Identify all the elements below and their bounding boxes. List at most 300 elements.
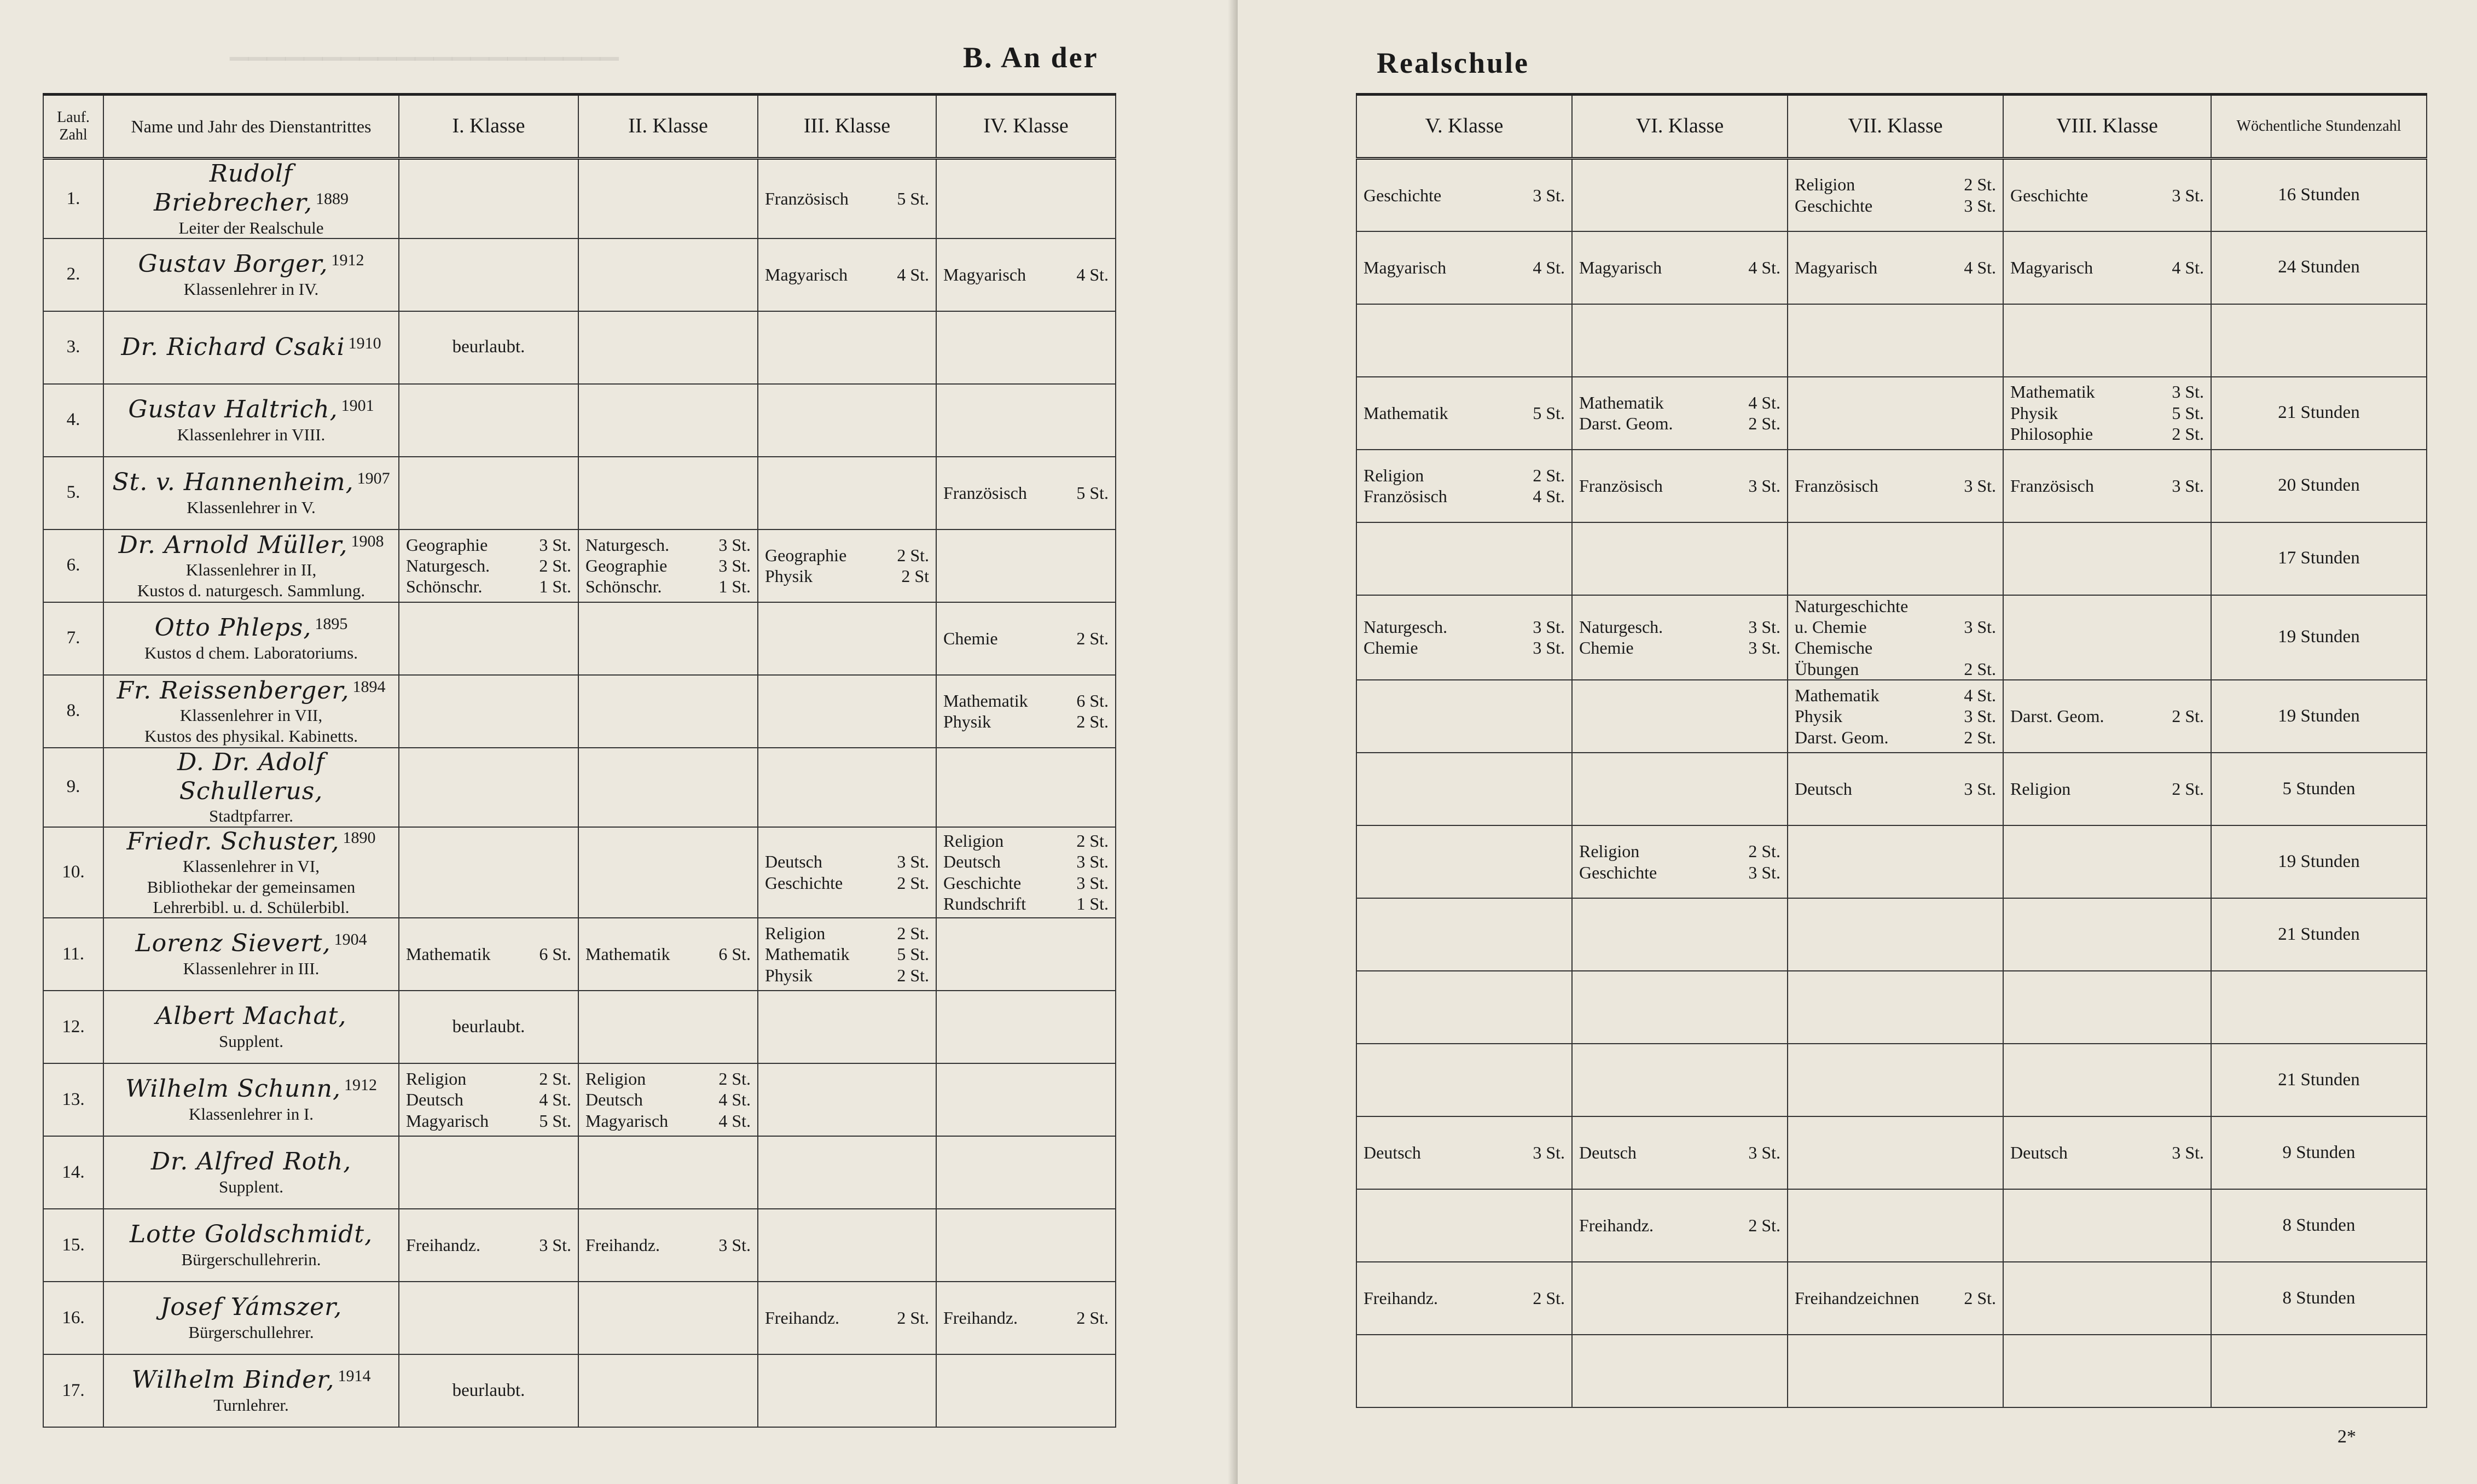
subject-name: Darst. Geom.	[1579, 414, 1673, 433]
subject-name: Magyarisch	[1364, 257, 1447, 277]
subject-entry	[1795, 778, 1996, 799]
subject-entry	[765, 944, 929, 964]
teacher-role: Lehrerbibl. u. d. Schülerbibl.	[153, 897, 350, 917]
subject-hours: 2 St.	[1533, 465, 1565, 485]
service-year: 1912	[331, 251, 364, 270]
teacher-cell	[103, 159, 399, 238]
subject-hours: 2 St.	[1748, 841, 1780, 862]
weekly-total: 17 Stunden	[2211, 522, 2427, 595]
subject-name: Freihandz.	[406, 1235, 480, 1255]
subject-name: Naturgesch.	[1579, 616, 1663, 637]
teacher-name: Dr. Alfred Roth,	[150, 1148, 352, 1176]
teacher-role: Klassenlehrer in VI,	[183, 857, 320, 876]
teacher-cell	[103, 1136, 399, 1209]
subject-hours: 3 St.	[1533, 616, 1565, 637]
table-row	[43, 457, 1116, 529]
rows.8.k5-cell	[1356, 753, 1572, 825]
left-page	[0, 0, 1238, 1484]
teacher-role: Klassenlehrer in II,	[185, 560, 317, 580]
subject-name: Darst. Geom.	[2010, 706, 2104, 726]
rows.8.k3-cell	[758, 748, 936, 827]
subject-name: Deutsch	[1364, 1143, 1421, 1163]
table-row	[43, 238, 1116, 311]
service-year: 1895	[315, 615, 348, 633]
subject-entry	[765, 872, 929, 893]
row-number: 13.	[43, 1063, 103, 1136]
table-row	[1356, 595, 2427, 680]
subject-hours: 3 St.	[2172, 185, 2204, 205]
table-row	[43, 1209, 1116, 1282]
rows.9.k8-cell	[2003, 825, 2211, 898]
table-row	[1356, 231, 2427, 304]
weekly-total	[2211, 971, 2427, 1044]
teacher-cell	[103, 991, 399, 1063]
subject-hours: 2 St.	[1076, 830, 1109, 851]
subject-entry	[2010, 706, 2204, 726]
subject-entry	[765, 545, 929, 566]
service-year: 1901	[341, 397, 374, 415]
subject-name: Religion	[585, 1068, 646, 1089]
weekly-total: 16 Stunden	[2211, 159, 2427, 231]
subject-entry	[585, 555, 751, 576]
subject-entry	[406, 576, 571, 597]
row-number: 3.	[43, 311, 103, 384]
table-row	[43, 602, 1116, 675]
subject-entry	[1579, 616, 1780, 637]
subject-entry	[765, 188, 929, 209]
teacher-cell	[103, 1209, 399, 1282]
subject-name: Deutsch	[1579, 1143, 1637, 1163]
table-row	[1356, 522, 2427, 595]
weekly-total: 5 Stunden	[2211, 753, 2427, 825]
subject-name: Deutsch	[406, 1090, 463, 1110]
weekly-total: 8 Stunden	[2211, 1262, 2427, 1335]
teacher-role: Bürgerschullehrerin.	[181, 1250, 321, 1270]
table-row	[1356, 1335, 2427, 1407]
rows.0.k4-cell	[936, 159, 1116, 238]
subject-entry	[943, 830, 1109, 851]
table-row	[1356, 159, 2427, 231]
subject-hours: 4 St.	[1748, 257, 1780, 277]
subject-name: Religion	[1364, 465, 1424, 485]
teacher-role: Klassenlehrer in III.	[183, 959, 320, 979]
rows.14.k2-cell	[578, 1209, 758, 1282]
rows.9.k7-cell	[1788, 825, 2003, 898]
subject-name: Physik	[765, 566, 813, 586]
rows.10.k2-cell	[578, 918, 758, 991]
subject-hours: 2 St.	[1964, 1288, 1996, 1308]
rows.10.k6-cell	[1572, 898, 1788, 971]
subject-name: Freihandzeichnen	[1795, 1288, 1919, 1308]
subject-hours: 1 St.	[718, 577, 751, 597]
rows.9.k4-cell	[936, 827, 1116, 918]
subject-name: Französisch	[765, 189, 849, 209]
table-row	[43, 1354, 1116, 1427]
rows.5.k1-cell	[399, 529, 578, 602]
left-table	[43, 93, 1116, 1428]
row-number: 17.	[43, 1354, 103, 1427]
rows.14.k5-cell	[1356, 1189, 1572, 1262]
subject-name: Mathematik	[2010, 382, 2095, 402]
subject-hours: 2 St.	[1533, 1288, 1565, 1308]
subject-entry	[1795, 257, 1996, 278]
subject-name: Chemie	[1579, 638, 1634, 658]
service-year: 1908	[351, 532, 384, 550]
rows.13.k3-cell	[758, 1136, 936, 1209]
col-number-header: Lauf. Zahl	[43, 95, 103, 159]
rows.7.k5-cell	[1356, 680, 1572, 753]
rows.6.k3-cell	[758, 602, 936, 675]
rows.2.k4-cell	[936, 311, 1116, 384]
rows.1.k6-cell	[1572, 231, 1788, 304]
rows.10.k7-cell	[1788, 898, 2003, 971]
teacher-role: Leiter der Realschule	[178, 218, 324, 237]
subject-hours: 2 St.	[1076, 1308, 1109, 1328]
subject-hours: 4 St.	[1964, 257, 1996, 277]
rows.1.k1-cell	[399, 238, 578, 311]
subject-name: Mathematik	[1579, 392, 1664, 412]
rows.6.k8-cell	[2003, 595, 2211, 680]
subject-entry	[1795, 706, 1996, 726]
rows.13.k1-cell	[399, 1136, 578, 1209]
rows.15.k1-cell	[399, 1282, 578, 1354]
subject-hours: 2 St.	[539, 1068, 571, 1089]
rows.6.k7-cell	[1788, 595, 2003, 680]
subject-name: Magyarisch	[943, 265, 1026, 285]
rows.12.k3-cell	[758, 1063, 936, 1136]
rows.4.k8-cell	[2003, 450, 2211, 522]
subject-name: Geschichte	[1795, 195, 1873, 216]
subject-hours: 2 St.	[2172, 424, 2204, 444]
subject-entry	[406, 534, 571, 555]
rows.4.k2-cell	[578, 457, 758, 529]
subject-name: Mathematik	[1364, 403, 1448, 423]
teacher-cell	[103, 311, 399, 384]
rows.0.k6-cell	[1572, 159, 1788, 231]
subject-entry	[406, 944, 571, 964]
rows.14.k7-cell	[1788, 1189, 2003, 1262]
weekly-total: 24 Stunden	[2211, 231, 2427, 304]
rows.16.k8-cell	[2003, 1335, 2211, 1407]
subject-name: Physik	[943, 712, 991, 732]
rows.7.k7-cell	[1788, 680, 2003, 753]
rows.13.k2-cell	[578, 1136, 758, 1209]
teacher-cell	[103, 827, 399, 918]
weekly-total: 19 Stunden	[2211, 825, 2427, 898]
table-row	[1356, 450, 2427, 522]
subject-hours: 5 St.	[1533, 403, 1565, 423]
teacher-name: Fr. Reissenberger,	[117, 676, 350, 705]
subject-name: Geschichte	[1364, 185, 1442, 205]
rows.4.k4-cell	[936, 457, 1116, 529]
rows.3.k2-cell	[578, 384, 758, 457]
subject-name: Deutsch	[2010, 1143, 2068, 1163]
subject-entry	[1579, 1142, 1780, 1163]
rows.2.k8-cell	[2003, 304, 2211, 377]
subject-hours: 3 St.	[718, 556, 751, 576]
rows.13.k4-cell	[936, 1136, 1116, 1209]
subject-name: Geschichte	[765, 872, 843, 893]
subject-name: Mathematik	[1795, 685, 1879, 705]
subject-name: Deutsch	[585, 1090, 643, 1110]
table-row	[43, 1282, 1116, 1354]
right-heading: Realschule	[1377, 46, 1529, 79]
subject-name: Deutsch	[1795, 779, 1852, 799]
rows.6.k1-cell	[399, 602, 578, 675]
subject-hours: 1 St.	[539, 577, 571, 597]
rows.5.k6-cell	[1572, 522, 1788, 595]
rows.8.k8-cell	[2003, 753, 2211, 825]
rows.2.k7-cell	[1788, 304, 2003, 377]
col-class-3-header: III. Klasse	[758, 95, 936, 159]
subject-hours: 3 St.	[1533, 638, 1565, 658]
subject-entry	[1364, 185, 1565, 206]
subject-hours: 4 St.	[1076, 265, 1109, 285]
subject-name: Magyarisch	[765, 265, 848, 285]
service-year: 1889	[315, 189, 349, 208]
subject-hours: 3 St.	[1076, 852, 1109, 872]
subject-name: Naturgesch.	[406, 556, 490, 576]
page-number: 2*	[2337, 1427, 2356, 1447]
rows.0.k8-cell	[2003, 159, 2211, 231]
rows.16.k7-cell	[1788, 1335, 2003, 1407]
rows.12.k5-cell	[1356, 1044, 1572, 1116]
subject-entry	[585, 534, 751, 555]
teacher-cell	[103, 238, 399, 311]
subject-entry	[2010, 185, 2204, 206]
subject-entry	[1579, 862, 1780, 883]
subject-name: Naturgeschichte	[1795, 596, 1908, 616]
col-class-6-header: VI. Klasse	[1572, 95, 1788, 159]
teacher-cell	[103, 748, 399, 827]
subject-hours: 3 St.	[1533, 185, 1565, 205]
subject-hours: 3 St.	[2172, 1143, 2204, 1163]
rows.5.k5-cell	[1356, 522, 1572, 595]
subject-entry	[943, 482, 1109, 503]
subject-entry	[2010, 381, 2204, 402]
subject-name: Französisch	[2010, 475, 2094, 496]
rows.5.k2-cell	[578, 529, 758, 602]
subject-hours: 4 St.	[718, 1110, 751, 1131]
row-number: 10.	[43, 827, 103, 918]
rows.3.k6-cell	[1572, 377, 1788, 450]
rows.13.k5-cell	[1356, 1116, 1572, 1189]
weekly-total: 21 Stunden	[2211, 1044, 2427, 1116]
teacher-role: Kustos des physikal. Kabinetts.	[144, 726, 358, 746]
subject-name: Chemische	[1795, 638, 1873, 658]
subject-name: Religion	[765, 923, 826, 943]
service-year: 1907	[357, 469, 390, 488]
teacher-name: Lotte Goldschmidt,	[129, 1220, 373, 1249]
col-class-1-header: I. Klasse	[399, 95, 578, 159]
rows.8.k6-cell	[1572, 753, 1788, 825]
subject-name: Geographie	[765, 545, 847, 565]
rows.5.k7-cell	[1788, 522, 2003, 595]
subject-hours: 3 St.	[2172, 382, 2204, 402]
rows.2.k6-cell	[1572, 304, 1788, 377]
rows.13.k6-cell	[1572, 1116, 1788, 1189]
table-row	[43, 529, 1116, 602]
subject-entry	[1795, 195, 1996, 216]
rows.16.k3-cell	[758, 1354, 936, 1427]
subject-entry	[1579, 475, 1780, 496]
rows.3.k3-cell	[758, 384, 936, 457]
subject-hours: 4 St.	[2172, 257, 2204, 277]
table-row	[43, 311, 1116, 384]
subject-entry	[585, 1068, 751, 1089]
rows.9.k1-cell	[399, 827, 578, 918]
teacher-role: Supplent.	[219, 1032, 283, 1051]
rows.14.k3-cell	[758, 1209, 936, 1282]
rows.15.k3-cell	[758, 1282, 936, 1354]
rows.0.k5-cell	[1356, 159, 1572, 231]
weekly-total	[2211, 1335, 2427, 1407]
subject-entry	[1579, 841, 1780, 862]
subject-name: Freihandz.	[765, 1308, 839, 1328]
subject-entry	[2010, 403, 2204, 423]
subject-hours: 2 St.	[1964, 727, 1996, 747]
subject-entry	[1579, 257, 1780, 278]
teacher-role: Bibliothekar der gemeinsamen	[147, 877, 356, 897]
subject-hours: 2 St.	[897, 545, 929, 565]
subject-entry	[2010, 257, 2204, 278]
table-row	[43, 918, 1116, 991]
subject-name: Deutsch	[943, 852, 1001, 872]
row-number: 9.	[43, 748, 103, 827]
row-number: 7.	[43, 602, 103, 675]
rows.1.k5-cell	[1356, 231, 1572, 304]
subject-entry	[765, 923, 929, 944]
table-row	[43, 1063, 1116, 1136]
teacher-cell	[103, 918, 399, 991]
rows.12.k1-cell	[399, 1063, 578, 1136]
subject-name: Religion	[1795, 174, 1855, 195]
teacher-name: St. v. Hannenheim,	[112, 468, 354, 497]
subject-entry	[765, 965, 929, 986]
subject-name: Freihandz.	[1579, 1215, 1654, 1236]
rows.3.k7-cell	[1788, 377, 2003, 450]
subject-name: Übungen	[1795, 659, 1859, 679]
rows.3.k8-cell	[2003, 377, 2211, 450]
subject-name: Chemie	[943, 628, 998, 649]
rows.7.k6-cell	[1572, 680, 1788, 753]
service-year: 1910	[348, 334, 381, 352]
service-year: 1890	[343, 828, 376, 847]
subject-entry	[585, 576, 751, 597]
subject-entry	[1364, 486, 1565, 507]
subject-hours: 2 St.	[718, 1068, 751, 1089]
subject-name: Religion	[406, 1068, 467, 1089]
subject-entry	[1795, 659, 1996, 679]
subject-entry	[2010, 475, 2204, 496]
row-number: 2.	[43, 238, 103, 311]
subject-hours: 3 St.	[539, 1235, 571, 1255]
subject-name: u. Chemie	[1795, 616, 1867, 637]
subject-name: Deutsch	[765, 852, 822, 872]
subject-entry	[406, 1089, 571, 1110]
weekly-total: 9 Stunden	[2211, 1116, 2427, 1189]
col-class-4-header: IV. Klasse	[936, 95, 1116, 159]
teacher-cell	[103, 457, 399, 529]
rows.15.k7-cell	[1788, 1262, 2003, 1335]
teacher-cell	[103, 529, 399, 602]
teacher-name: Wilhelm Binder,	[131, 1366, 335, 1394]
subject-entry	[943, 893, 1109, 914]
subject-hours: 2 St.	[1076, 628, 1109, 649]
rows.14.k8-cell	[2003, 1189, 2211, 1262]
rows.2.k2-cell	[578, 311, 758, 384]
right-header-row	[1356, 95, 2427, 159]
subject-hours: 3 St.	[897, 852, 929, 872]
left-heading: B. An der	[963, 41, 1099, 74]
subject-hours: 3 St.	[1748, 475, 1780, 496]
table-row	[1356, 304, 2427, 377]
bleed-through-text: ▁▁▁▁▁▁▁▁▁▁▁▁▁▁▁▁▁▁▁▁▁	[230, 33, 619, 60]
rows.5.k8-cell	[2003, 522, 2211, 595]
subject-hours: 2 St.	[897, 965, 929, 985]
subject-hours: 4 St.	[539, 1090, 571, 1110]
teacher-cell	[103, 1282, 399, 1354]
subject-hours: 3 St.	[1964, 195, 1996, 216]
subject-hours: 3 St.	[1748, 638, 1780, 658]
col-total-header: Wöchentliche Stundenzahl	[2211, 95, 2427, 159]
subject-hours: 3 St.	[1964, 706, 1996, 726]
subject-hours: 3 St.	[718, 534, 751, 555]
subject-entry	[2010, 423, 2204, 444]
rows.4.k7-cell	[1788, 450, 2003, 522]
rows.1.k2-cell	[578, 238, 758, 311]
rows.1.k8-cell	[2003, 231, 2211, 304]
subject-hours: 5 St.	[539, 1110, 571, 1131]
subject-entry	[585, 1110, 751, 1131]
subject-name: Geschichte	[1579, 862, 1657, 882]
subject-name: Schönschr.	[406, 577, 483, 597]
subject-entry	[406, 1110, 571, 1131]
service-year: 1894	[352, 677, 386, 696]
rows.12.k6-cell	[1572, 1044, 1788, 1116]
rows.4.k1-cell	[399, 457, 578, 529]
subject-entry	[2010, 1142, 2204, 1163]
rows.7.k1-cell	[399, 675, 578, 748]
teacher-role: Supplent.	[219, 1177, 283, 1197]
subject-entry	[1579, 413, 1780, 434]
subject-name: Physik	[765, 965, 813, 985]
rows.11.k7-cell	[1788, 971, 2003, 1044]
rows.8.k1-cell	[399, 748, 578, 827]
teacher-role: Klassenlehrer in VII,	[179, 706, 323, 725]
subject-name: Darst. Geom.	[1795, 727, 1889, 747]
rows.3.k1-cell	[399, 384, 578, 457]
subject-entry	[1795, 596, 1996, 616]
subject-hours: 3 St.	[1748, 616, 1780, 637]
teacher-name: Otto Phleps,	[154, 614, 312, 642]
subject-entry	[1364, 1288, 1565, 1308]
rows.6.k2-cell	[578, 602, 758, 675]
rows.11.k4-cell	[936, 991, 1116, 1063]
subject-name: Mathematik	[765, 944, 850, 964]
rows.13.k7-cell	[1788, 1116, 2003, 1189]
subject-name: Freihandz.	[1364, 1288, 1438, 1308]
subject-name: Schönschr.	[585, 577, 662, 597]
subject-hours: 3 St.	[1964, 779, 1996, 799]
table-row	[1356, 898, 2427, 971]
service-year: 1914	[338, 1367, 371, 1386]
rows.14.k4-cell	[936, 1209, 1116, 1282]
rows.14.k6-cell	[1572, 1189, 1788, 1262]
rows.7.k2-cell	[578, 675, 758, 748]
subject-hours: 4 St.	[1964, 685, 1996, 705]
rows.8.k4-cell	[936, 748, 1116, 827]
